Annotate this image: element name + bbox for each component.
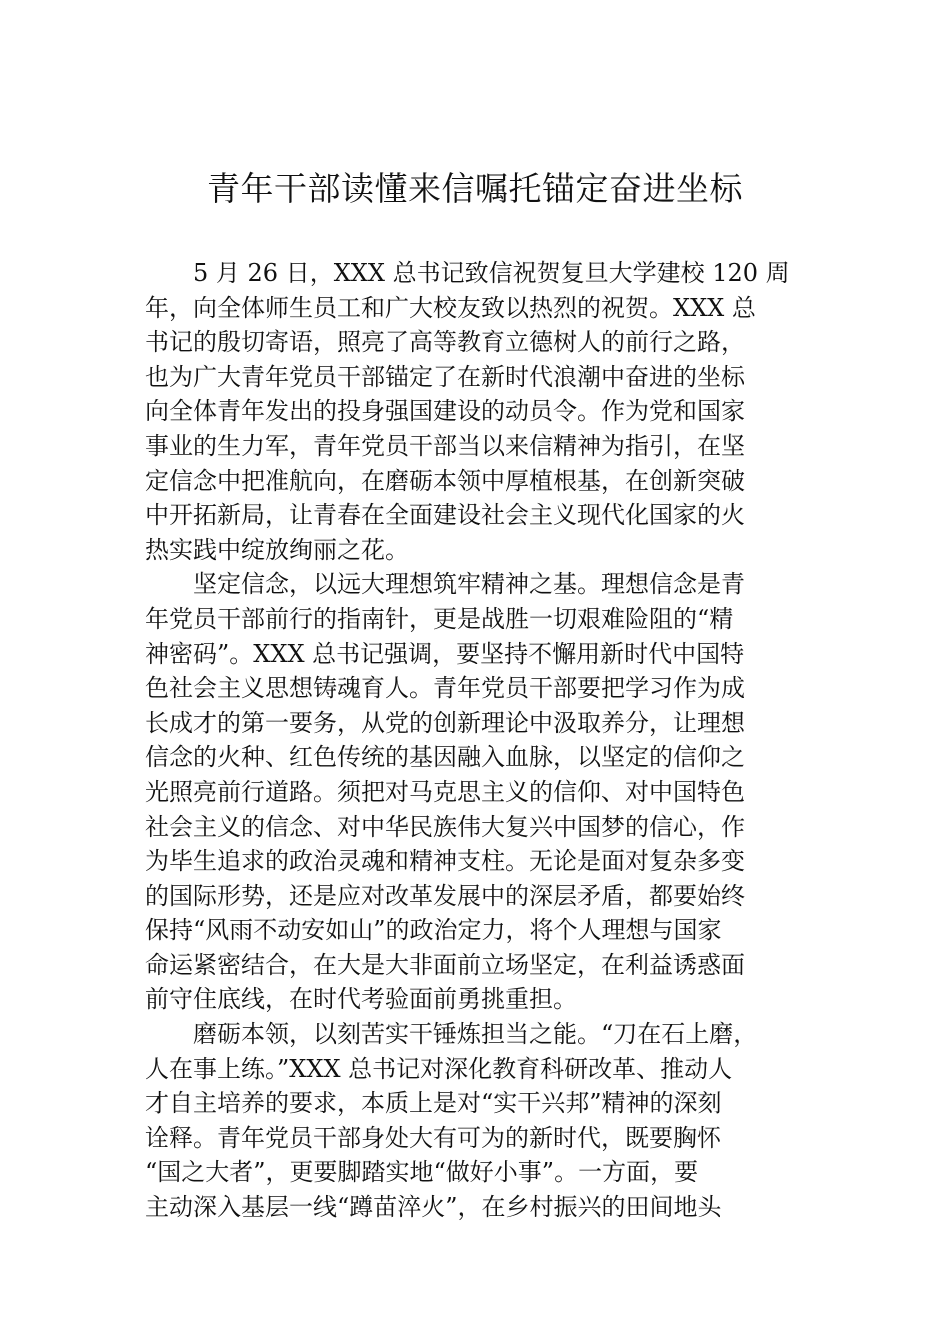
document-body xyxy=(145,256,810,1225)
text-line: 人在事上练。”XXX 总书记对深化教育科研改革、推动人 xyxy=(145,1054,733,1083)
text-line: 坚定信念，以远大理想筑牢精神之基。理想信念是青 xyxy=(193,570,745,599)
text-line: 定信念中把准航向，在磨砺本领中厚植根基，在创新突破 xyxy=(145,466,745,495)
text-line: 前守住底线，在时代考验面前勇挑重担。 xyxy=(145,985,577,1014)
text-line: 才自主培养的要求，本质上是对“实干兴邦”精神的深刻 xyxy=(145,1089,722,1118)
text-line: 事业的生力军，青年党员干部当以来信精神为指引，在坚 xyxy=(145,431,745,460)
text-line: 色社会主义思想铸魂育人。青年党员干部要把学习作为成 xyxy=(145,674,745,703)
text-line: 书记的殷切寄语，照亮了高等教育立德树人的前行之路， xyxy=(145,328,745,357)
text-line: 命运紧密结合，在大是大非面前立场坚定，在利益诱惑面 xyxy=(145,950,745,979)
text-line: 向全体青年发出的投身强国建设的动员令。作为党和国家 xyxy=(145,397,745,426)
document-title: 青年干部读懂来信嘱托锚定奋进坐标 xyxy=(207,169,743,208)
text-line: 也为广大青年党员干部锚定了在新时代浪潮中奋进的坐标 xyxy=(145,362,745,391)
text-line: 中开拓新局，让青春在全面建设社会主义现代化国家的火 xyxy=(145,501,745,530)
text-line: 社会主义的信念、对中华民族伟大复兴中国梦的信心，作 xyxy=(145,812,745,841)
text-line: 5 月 26 日，XXX 总书记致信祝贺复旦大学建校 120 周 xyxy=(193,259,790,287)
text-line: 信念的火种、红色传统的基因融入血脉，以坚定的信仰之 xyxy=(145,743,745,772)
text-line: 保持“风雨不动安如山”的政治定力，将个人理想与国家 xyxy=(145,916,722,945)
text-line: 诠释。青年党员干部身处大有可为的新时代，既要胸怀 xyxy=(145,1123,721,1152)
text-line: 年党员干部前行的指南针，更是战胜一切艰难险阻的“精 xyxy=(145,604,734,633)
text-line: “国之大者”，更要脚踏实地“做好小事”。一方面，要 xyxy=(145,1158,699,1187)
text-line: 光照亮前行道路。须把对马克思主义的信仰、对中国特色 xyxy=(145,777,745,806)
text-line: 年，向全体师生员工和广大校友致以热烈的祝贺。XXX 总 xyxy=(145,293,756,322)
text-line: 磨砺本领，以刻苦实干锤炼担当之能。“刀在石上磨， xyxy=(193,1020,758,1049)
text-line: 长成才的第一要务，从党的创新理论中汲取养分，让理想 xyxy=(145,708,745,737)
text-line: 神密码”。XXX 总书记强调，要坚持不懈用新时代中国特 xyxy=(145,639,745,668)
text-line: 为毕生追求的政治灵魂和精神支柱。无论是面对复杂多变 xyxy=(145,847,745,876)
text-line: 的国际形势，还是应对改革发展中的深层矛盾，都要始终 xyxy=(145,881,745,910)
text-line: 热实践中绽放绚丽之花。 xyxy=(145,535,409,564)
text-line: 主动深入基层一线“蹲苗淬火”，在乡村振兴的田间地头 xyxy=(145,1193,722,1222)
